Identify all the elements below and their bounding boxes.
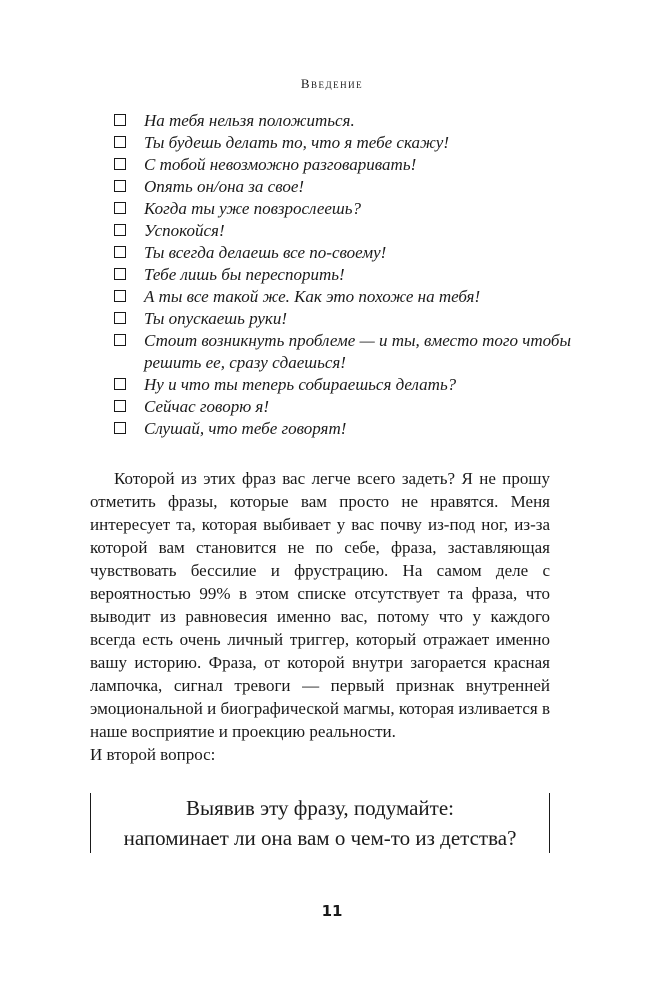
checklist-item xyxy=(114,396,584,418)
checkbox-icon[interactable] xyxy=(114,114,126,126)
checklist-item-text: На тебя нельзя положиться. xyxy=(144,111,355,130)
checklist-item xyxy=(114,176,584,198)
checkbox-icon[interactable] xyxy=(114,290,126,302)
checklist-item-text: Ты будешь делать то, что я тебе скажу! xyxy=(144,133,450,152)
checklist-item xyxy=(114,220,584,242)
checkbox-icon[interactable] xyxy=(114,312,126,324)
checklist-item-text: Ты всегда делаешь все по-своему! xyxy=(144,243,387,262)
checklist-item-text: Ну и что ты теперь собираешься делать? xyxy=(144,375,457,394)
checklist-item xyxy=(114,308,584,330)
pull-quote xyxy=(90,793,550,853)
checklist-item xyxy=(114,154,584,176)
checklist-item-text: С тобой невозможно разговаривать! xyxy=(144,155,417,174)
page-number: 11 xyxy=(321,902,343,920)
checkbox-icon[interactable] xyxy=(114,268,126,280)
checklist-item xyxy=(114,198,584,220)
checklist-item xyxy=(114,330,584,374)
checklist-item-text: Успокойся! xyxy=(144,221,225,240)
checklist-item xyxy=(114,374,584,396)
checklist-item-text: Когда ты уже повзрослеешь? xyxy=(144,199,361,218)
running-head: Введение xyxy=(300,76,364,91)
checklist-item xyxy=(114,264,584,286)
checkbox-icon[interactable] xyxy=(114,136,126,148)
checkbox-icon[interactable] xyxy=(114,378,126,390)
checkbox-icon[interactable] xyxy=(114,158,126,170)
checkbox-icon[interactable] xyxy=(114,224,126,236)
pull-quote-line-2: напоминает ли она вам о чем-то из детства? xyxy=(123,826,517,850)
checkbox-icon[interactable] xyxy=(114,334,126,346)
checklist-item-text: Сейчас говорю я! xyxy=(144,397,269,416)
checklist-item xyxy=(114,286,584,308)
checkbox-icon[interactable] xyxy=(114,246,126,258)
checklist-item-text: Слушай, что тебе говорят! xyxy=(144,419,347,438)
checklist-item-text: Ты опускаешь руки! xyxy=(144,309,288,328)
body-paragraph-last-line: И второй вопрос: xyxy=(90,745,216,764)
checklist-item xyxy=(114,242,584,264)
checkbox-icon[interactable] xyxy=(114,400,126,412)
checklist-item xyxy=(114,110,584,132)
body-paragraph xyxy=(90,467,550,766)
checklist-item-text: Стоит возникнуть проблеме — и ты, вместо того чтобы решить ее, сразу сдаешься! xyxy=(144,331,571,372)
phrase-checklist xyxy=(114,110,584,440)
checklist-item xyxy=(114,418,584,440)
checklist-item xyxy=(114,132,584,154)
checkbox-icon[interactable] xyxy=(114,202,126,214)
checklist-item-text: Тебе лишь бы переспорить! xyxy=(144,265,345,284)
checklist-item-text: А ты все такой же. Как это похоже на тебя! xyxy=(144,287,481,306)
checkbox-icon[interactable] xyxy=(114,422,126,434)
checkbox-icon[interactable] xyxy=(114,180,126,192)
checklist-item-text: Опять он/она за свое! xyxy=(144,177,305,196)
pull-quote-line-1: Выявив эту фразу, подумайте: xyxy=(185,796,455,820)
body-paragraph-text: Которой из этих фраз вас легче всего задеть? Я не прошу отметить фразы, которые вам просто не нравятся. Меня интересует та, которая выбивает у вас почву из-под ног, из-за которой вам становится не по себе, фраза, заставляющая чувствовать бессилие и фрустрацию. На самом деле с вероятностью 99% в этом списке отсутствует та фраза, что выводит из равновесия именно вас, потому что у каждого всегда есть очень личный триггер, который отражает именно вашу историю. Фраза, от которой внутри загорается красная лампочка, сигнал тревоги — первый признак внутренней эмоциональной и биографической магмы, которая изливается в наше восприятие и проекцию реальности. xyxy=(90,469,550,741)
